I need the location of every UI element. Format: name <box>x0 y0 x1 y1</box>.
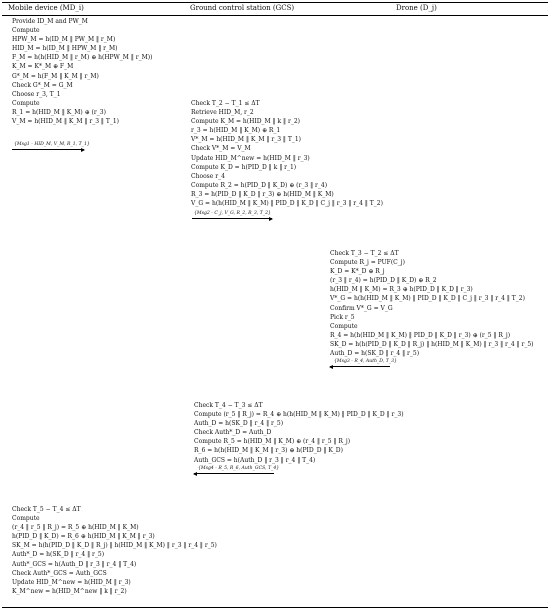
mobile-step: F_M = h(h(HID_M ‖ r_M) ⊕ h(HPW_M ‖ r_M)) <box>12 54 153 62</box>
mobile-step: Auth*_D = h(SK_D ‖ r_4 ‖ r_5) <box>12 551 105 559</box>
mobile-step: Compute <box>12 27 40 35</box>
message-1-arrow <box>12 149 84 150</box>
header-ground-control-station: Ground control station (GCS) <box>190 4 295 12</box>
drone-step: R_4 = h(h(HID_M ‖ K_M) ‖ PID_D ‖ K_D ‖ r_3) ⊕ (r_5 ‖ R_j) <box>330 331 511 339</box>
mobile-step: Compute <box>12 515 40 523</box>
bottom-rule <box>2 607 548 608</box>
message-1-label: {Msg1 - HID_M, V_M, R_1, T_1} <box>14 142 90 147</box>
mobile-step: Compute <box>12 99 40 107</box>
drone-step: Compute R_j = PUF(C_j) <box>330 259 405 267</box>
mobile-step: Provide ID_M and PW_M <box>12 18 88 25</box>
message-2-arrow <box>192 218 272 219</box>
mobile-step: V_M = h(HID_M ‖ K_M ‖ r_3 ‖ T_1) <box>12 118 119 126</box>
drone-step: SK_D = h(h(PID_D ‖ K_D ‖ R_j) ‖ h(HID_M ‖ K_M) ‖ r_3 ‖ r_4 ‖ r_5) <box>330 340 534 348</box>
gcs-step: Compute (r_5 ‖ R_j) = R_4 ⊕ h(h(HID_M ‖ K_M) ‖ PID_D ‖ K_D ‖ r_3) <box>194 411 404 419</box>
drone-step: Pick r_5 <box>330 313 355 321</box>
mobile-step: Update HID_M^new = h(HID_M ‖ r_3) <box>12 578 131 586</box>
message-4-arrow <box>194 473 274 474</box>
gcs-step: Auth_D = h(SK_D ‖ r_4 ‖ r_5) <box>194 420 284 428</box>
message-4-label: {Msg4 - R_5, R_6, Auth_GCS, T_4} <box>198 466 280 471</box>
mobile-block-2 <box>12 505 217 596</box>
gcs-step: Choose r_4 <box>191 172 225 180</box>
top-rule <box>2 2 548 3</box>
gcs-step: Check T_4 − T_3 ≤ ΔT <box>194 402 263 409</box>
gcs-step: V*_M = h(HID_M ‖ K_M ‖ r_3 ‖ T_1) <box>191 136 301 144</box>
drone-step: K_D = K*_D ⊕ R_j <box>330 268 385 276</box>
gcs-step: Check V*_M = V_M <box>191 145 251 153</box>
mobile-step: HPW_M = h(ID_M ‖ PW_M ‖ r_M) <box>12 36 116 44</box>
gcs-block-2 <box>194 401 404 465</box>
mobile-step: Check T_5 − T_4 ≤ ΔT <box>12 506 81 513</box>
drone-step: Compute <box>330 322 358 330</box>
mobile-step: h(PID_D ‖ K_D) = R_6 ⊕ h(HID_M ‖ K_M ‖ r_3) <box>12 533 155 541</box>
message-2-label: {Msg2 - C_j, V_G, R_2, R_3, T_2} <box>194 211 271 216</box>
gcs-step: R_6 = h(h(HID_M ‖ K_M ‖ r_3) ⊕ h(PID_D ‖ K_D) <box>194 447 343 455</box>
header-drone: Drone (D_j) <box>396 4 437 12</box>
mobile-step: K_M^new = h(HID_M^new ‖ k ‖ r_2) <box>12 587 127 595</box>
drone-step: (r_3 ‖ r_4) = h(PID_D ‖ K_D) ⊕ R_2 <box>330 277 437 285</box>
mobile-step: Check G*_M = G_M <box>12 81 73 89</box>
gcs-step: Compute R_5 = h(HID_M ‖ K_M) ⊕ (r_4 ‖ r_5 ‖ R_j) <box>194 438 351 446</box>
gcs-block-1 <box>191 99 383 208</box>
drone-step: Auth_D = h(SK_D ‖ r_4 ‖ r_5) <box>330 350 420 358</box>
message-3-label: {Msg3 - R_4, Auth_D, T_3} <box>334 359 397 364</box>
mobile-step: R_1 = h(HID_M ‖ K_M) ⊕ (r_3) <box>12 108 106 116</box>
mobile-step: G*_M = h(F_M ‖ K_M ‖ r_M) <box>12 72 99 80</box>
mobile-step: Check Auth*_GCS = Auth_GCS <box>12 569 107 577</box>
mobile-block-1 <box>12 17 152 126</box>
mobile-step: SK_M = h(h(PID_D ‖ K_D ‖ R_j) ‖ h(HID_M ‖ K_M) ‖ r_3 ‖ r_4 ‖ r_5) <box>12 542 217 550</box>
message-3-arrow <box>330 366 390 367</box>
drone-step: V*_G = h(h(HID_M ‖ K_M) ‖ PID_D ‖ K_D ‖ C_j ‖ r_3 ‖ r_4 ‖ T_2) <box>330 295 525 303</box>
mobile-step: Choose r_3, T_1 <box>12 90 61 98</box>
gcs-step: r_3 = h(HID_M ‖ K_M) ⊕ R_1 <box>191 127 281 135</box>
gcs-step: Retrieve HID_M, r_2 <box>191 109 254 117</box>
drone-block <box>330 249 534 358</box>
gcs-step: V_G = h(h(HID_M ‖ K_M) ‖ PID_D ‖ K_D ‖ C_j ‖ r_3 ‖ r_4 ‖ T_2) <box>191 200 383 208</box>
gcs-step: Check Auth*_D = Auth_D <box>194 429 272 437</box>
gcs-step: Update HID_M^new = h(HID_M ‖ r_3) <box>191 154 310 162</box>
drone-step: Confirm V*_G = V_G <box>330 304 393 312</box>
header-mobile-device: Mobile device (MD_i) <box>8 4 84 12</box>
header-rule <box>2 15 548 16</box>
mobile-step: HID_M = h(ID_M ‖ HPW_M ‖ r_M) <box>12 45 118 53</box>
gcs-step: Check T_2 − T_1 ≤ ΔT <box>191 100 260 107</box>
drone-step: h(HID_M ‖ K_M) = R_3 ⊕ h(PID_D ‖ K_D ‖ r_3) <box>330 286 473 294</box>
gcs-step: Auth_GCS = h(Auth_D ‖ r_3 ‖ r_4 ‖ T_4) <box>194 456 316 464</box>
mobile-step: Auth*_GCS = h(Auth_D ‖ r_3 ‖ r_4 ‖ T_4) <box>12 560 137 568</box>
gcs-step: Compute K_D = h(PID_D ‖ k ‖ r_1) <box>191 163 297 171</box>
mobile-step: (r_4 ‖ r_5 ‖ R_j) = R_5 ⊕ h(HID_M ‖ K_M) <box>12 524 139 532</box>
gcs-step: Compute R_2 = h(PID_D ‖ K_D) ⊕ (r_3 ‖ r_4) <box>191 181 328 189</box>
mobile-step: K_M = K*_M ⊕ F_M <box>12 63 74 71</box>
drone-step: Check T_3 − T_2 ≤ ΔT <box>330 250 399 257</box>
gcs-step: Compute K_M = h(HID_M ‖ k ‖ r_2) <box>191 118 300 126</box>
gcs-step: R_3 = h(PID_D ‖ K_D ‖ r_3) ⊕ h(HID_M ‖ K_M) <box>191 190 334 198</box>
